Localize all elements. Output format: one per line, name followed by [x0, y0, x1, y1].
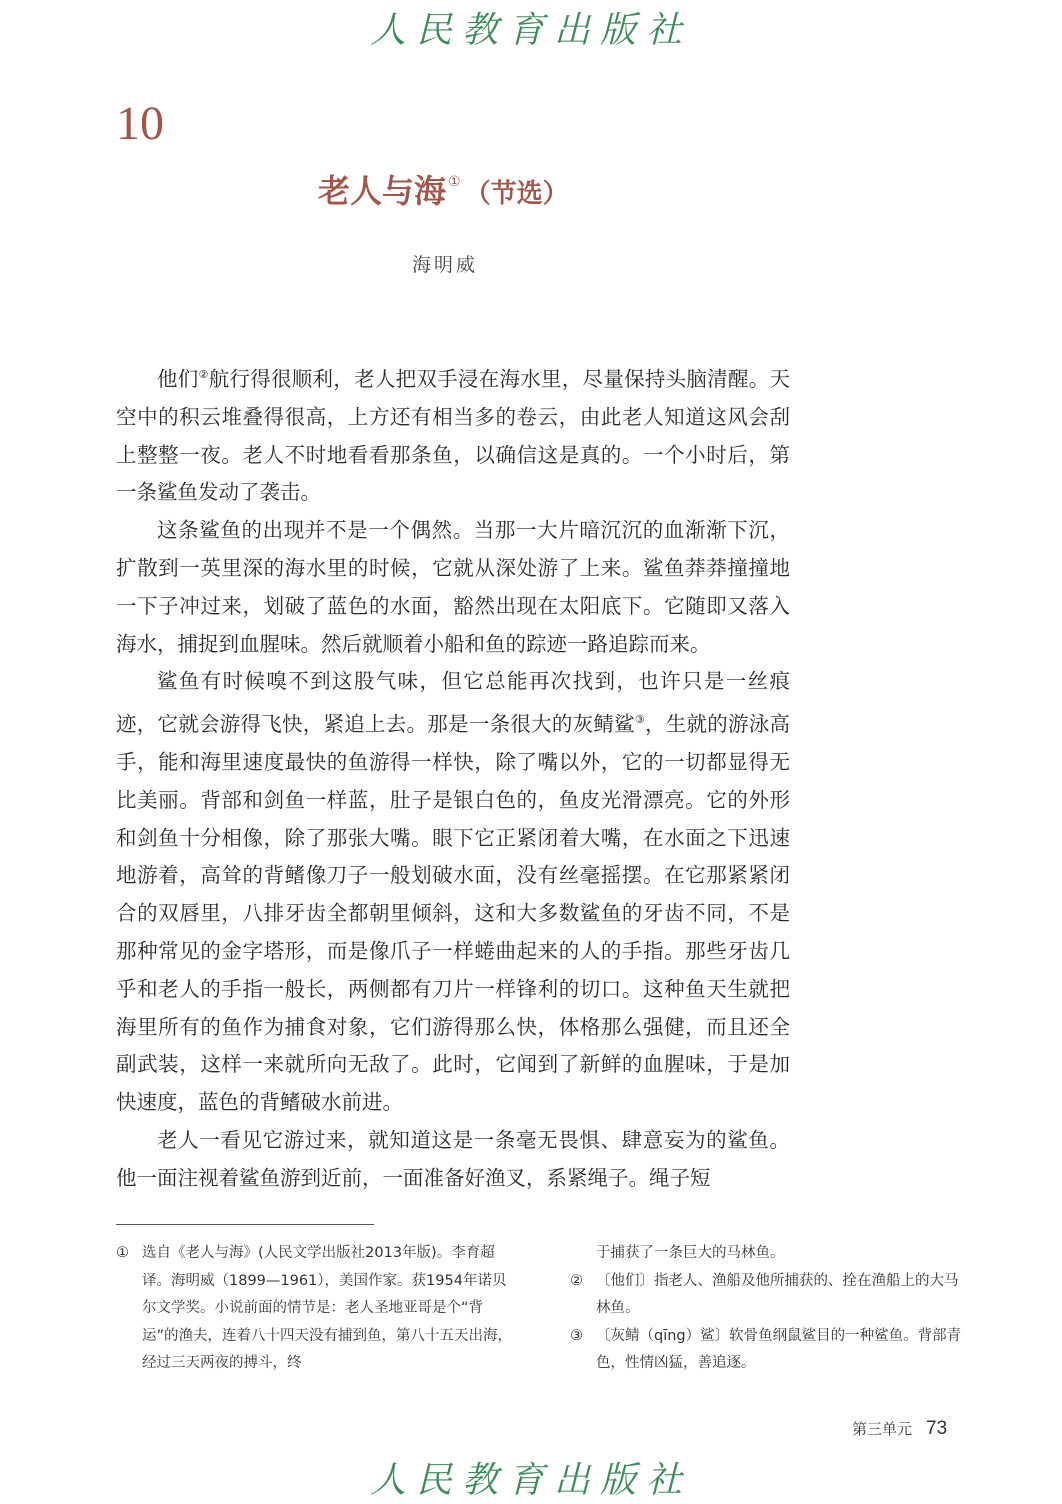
- lesson-title: [318, 166, 569, 212]
- paragraph: 老人一看见它游过来，就知道这是一条毫无畏惧、肆意妄为的鲨鱼。他一面注视着鲨鱼游到近前，一面准备好渔叉，系紧绳子。绳子短: [116, 1127, 790, 1190]
- page-number: 73: [926, 1418, 948, 1439]
- paragraph: 他们②航行得很顺利，老人把双手浸在海水里，尽量保持头脑清醒。天空中的积云堆叠得很高，上方还有相当多的卷云，由此老人知道这风会刮上整整一夜。老人不时地看看那条鱼，以确信这是真的。一个小时后，第一条鲨鱼发动了袭击。: [116, 367, 790, 505]
- footnote-text: 〔灰鲭（qīng）鲨〕软骨鱼纲鼠鲨目的一种鲨鱼。背部青色，性情凶猛，善追逐。: [596, 1327, 962, 1371]
- footnote-divider: [116, 1224, 374, 1225]
- footnote-text: 〔他们〕指老人、渔船及他所捕获的、拴在渔船上的大马林鱼。: [596, 1272, 959, 1316]
- footnote-text: 选自《老人与海》(人民文学出版社2013年版)。李育超译。海明威（1899—1961），美国作家。获1954年诺贝尔文学奖。小说前面的情节是：老人圣地亚哥是个“背运”的渔夫，连着八十四天没有捕到鱼，第八十五天出海，经过三天两夜的搏斗，终: [142, 1245, 513, 1371]
- publisher-logo-bottom: 人民教育出版社: [369, 1460, 692, 1501]
- footnotes-left-column: [116, 1240, 512, 1378]
- title-main: 老人与海: [318, 172, 447, 210]
- paragraph: 这条鲨鱼的出现并不是一个偶然。当那一大片暗沉沉的血渐渐下沉，扩散到一英里深的海水里的时候，它就从深处游了上来。鲨鱼莽莽撞撞地一下子冲过来，划破了蓝色的水面，豁然出现在太阳底下。它随即又落入海水，捕捉到血腥味。然后就顺着小船和鱼的踪迹一路追踪而来。: [116, 518, 790, 656]
- author-name: 海明威: [412, 254, 479, 276]
- footnote-2: [570, 1268, 970, 1323]
- footnote-ref[interactable]: ③: [634, 713, 645, 727]
- unit-label: 第三单元: [852, 1420, 913, 1438]
- page-footer: [852, 1418, 947, 1440]
- footnotes-right-column: [570, 1240, 970, 1378]
- paragraph: 鲨鱼有时候嗅不到这股气味，但它总能再次找到，也许只是一丝痕迹，它就会游得飞快，紧追上去。那是一条很大的灰鲭鲨③，生就的游泳高手，能和海里速度最快的鱼游得一样快，除了嘴以外，它的一切都显得无比美丽。背部和剑鱼一样蓝，肚子是银白色的，鱼皮光滑漂亮。它的外形和剑鱼十分相像，除了那张大嘴。眼下它正紧闭着大嘴，在水面之下迅速地游着，高耸的背鳍像刀子一般划破水面，没有丝毫摇摆。在它那紧紧闭合的双唇里，八排牙齿全都朝里倾斜，这和大多数鲨鱼的牙齿不同，不是那种常见的金字塔形，而是像爪子一样蜷曲起来的人的手指。那些牙齿几乎和老人的手指一般长，两侧都有刀片一样锋利的切口。这种鱼天生就把海里所有的鱼作为捕食对象，它们游得那么快，体格那么强健，而且还全副武装，这样一来就所向无敌了。此时，它闻到了新鲜的血腥味，于是加快速度，蓝色的背鳍破水前进。: [116, 669, 791, 1115]
- footnote-mark: ③: [570, 1327, 583, 1344]
- footnote-mark: ②: [570, 1272, 583, 1289]
- title-excerpt: （节选）: [464, 179, 569, 209]
- body-text: [116, 356, 790, 1198]
- publisher-logo-top: 人民教育出版社: [369, 10, 692, 51]
- footnote-mark: ①: [116, 1245, 129, 1261]
- lesson-number: 10: [116, 97, 164, 150]
- footnote-ref[interactable]: ②: [198, 368, 209, 381]
- footnote-1: [116, 1240, 512, 1378]
- title-note-mark[interactable]: ①: [448, 174, 461, 190]
- footnote-1-continuation: 于捕获了一条巨大的马林鱼。: [596, 1245, 785, 1261]
- footnote-3: [570, 1323, 970, 1378]
